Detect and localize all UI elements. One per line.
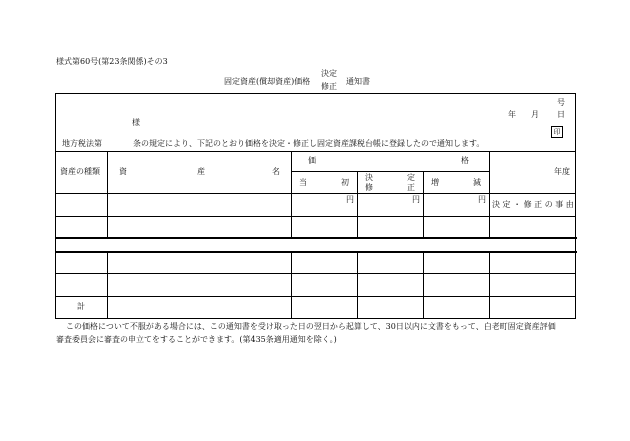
fiscal-year-header: 年度 [554,167,570,176]
title-prefix: 固定資産(償却資産)価格 [224,77,311,86]
appeal-note-line2: 審査委員会に審査の申立てをすることができます。(第435条適用通知を除く。) [56,335,337,344]
year-label: 年 [508,110,516,119]
revised-header-tei: 定 [407,173,415,182]
law-prefix: 地方税法第 [62,139,102,148]
yen-unit-initial: 円 [346,195,354,204]
appeal-note-line1: この価格について不服がある場合には、この通知書を受け取った日の翌日から起算して、30日以内に文書をもって、白老町固定資産評価 [66,322,556,331]
asset-name-header-mei: 名 [272,167,280,176]
revised-header-sei: 正 [407,183,415,192]
title-ketei: 決定 [321,69,337,78]
change-header-zo: 増 [431,178,439,187]
yen-unit-revised: 円 [412,195,420,204]
title-shusei: 修正 [321,82,337,91]
month-label: 月 [531,110,539,119]
total-label: 計 [77,302,85,311]
revised-header-ketsu: 決 [365,173,373,182]
title-suffix: 通知書 [346,77,370,86]
form-number: 様式第60号(第23条関係)その3 [56,57,168,66]
initial-header-to: 当 [299,178,307,187]
law-text: 条の規定により、下記のとおり価格を決定・修正し固定資産課税台帳に登録したので通知します。 [133,139,485,148]
price-header-ka: 価 [308,156,316,165]
change-header-gen: 減 [473,178,481,187]
number-label: 号 [557,98,565,107]
asset-type-header: 資産の種類 [60,167,100,176]
price-header-kaku: 格 [461,156,469,165]
seal-mark: 印 [551,126,563,138]
asset-name-header-shi: 資 [119,167,127,176]
initial-header-sho: 初 [341,178,349,187]
addressee-sama: 様 [132,118,140,127]
day-label: 日 [557,110,565,119]
revised-header-shu: 修 [365,183,373,192]
reason-header: 決 定 ・ 修 正 の 事 由 [492,200,574,209]
asset-name-header-san: 産 [197,167,205,176]
yen-unit-change: 円 [478,195,486,204]
